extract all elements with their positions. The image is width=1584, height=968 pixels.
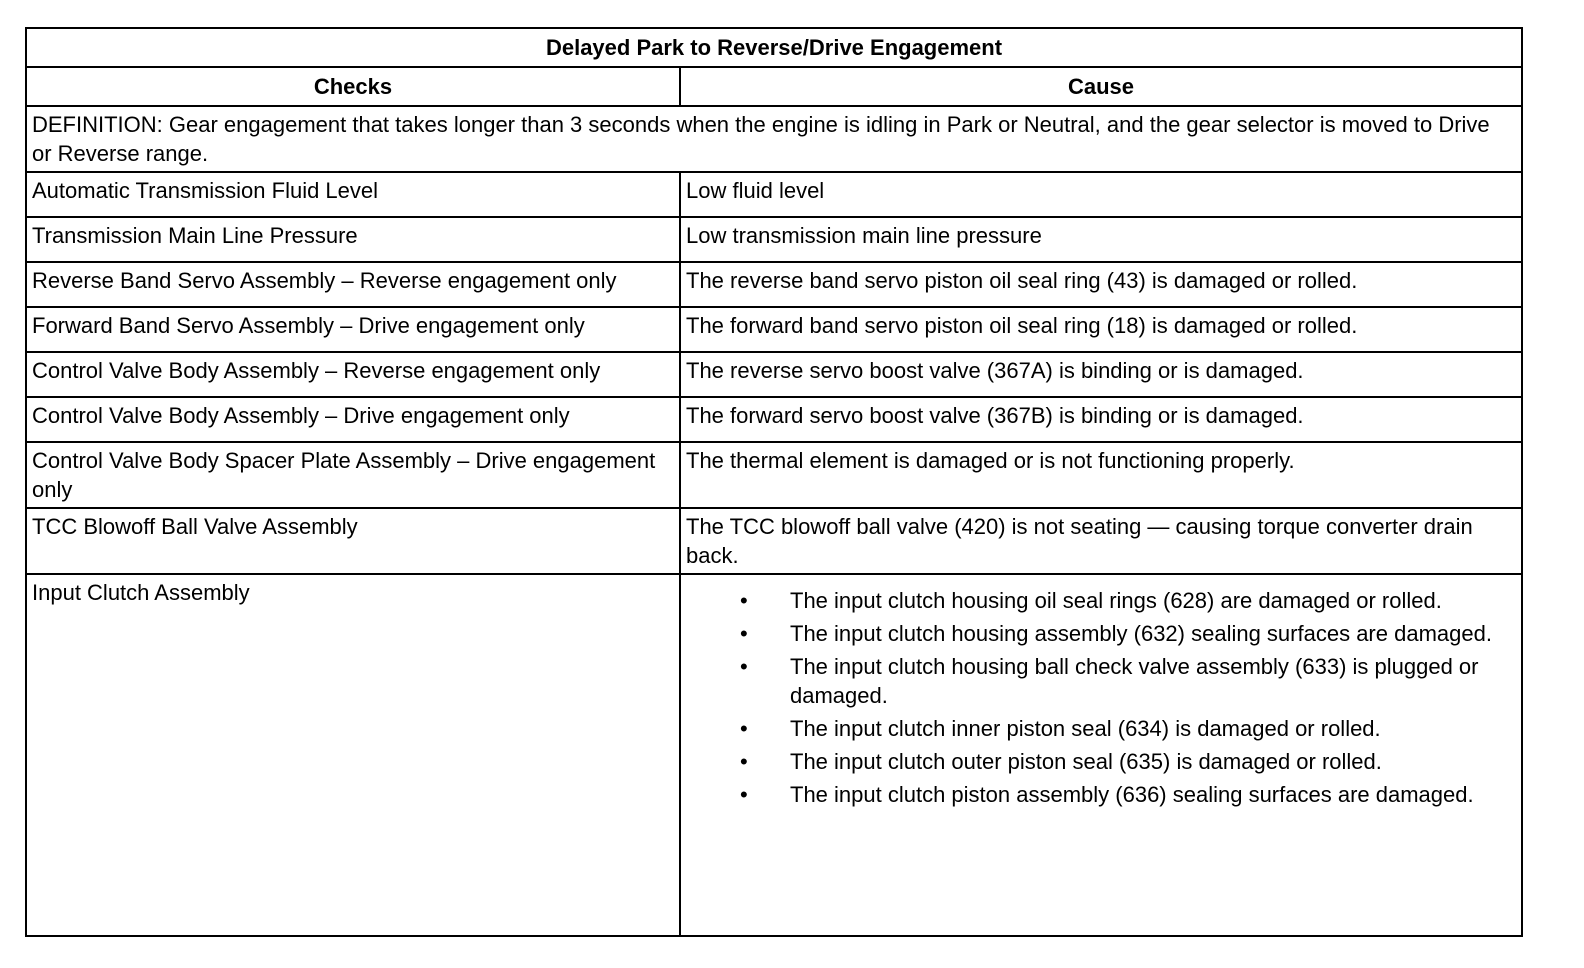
check-cell: Reverse Band Servo Assembly – Reverse engagement only — [26, 262, 680, 307]
cause-bullet-list — [686, 586, 1515, 809]
table-row — [26, 217, 1522, 262]
table-row — [26, 508, 1522, 574]
bullet-icon: • — [740, 716, 748, 741]
cause-cell: The forward band servo piston oil seal ring (18) is damaged or rolled. — [680, 307, 1522, 352]
cause-cell: The thermal element is damaged or is not functioning properly. — [680, 442, 1522, 508]
table-row — [26, 262, 1522, 307]
table-row — [26, 352, 1522, 397]
bullet-icon: • — [740, 749, 748, 774]
list-item — [740, 652, 1515, 710]
column-header-checks: Checks — [26, 67, 680, 106]
cause-cell: The reverse servo boost valve (367A) is binding or is damaged. — [680, 352, 1522, 397]
cause-cell: Low fluid level — [680, 172, 1522, 217]
check-cell: Transmission Main Line Pressure — [26, 217, 680, 262]
table-row — [26, 307, 1522, 352]
list-item-text: The input clutch inner piston seal (634) is damaged or rolled. — [790, 716, 1381, 741]
definition-row — [26, 106, 1522, 172]
bullet-icon: • — [740, 588, 748, 613]
list-item-text: The input clutch housing assembly (632) sealing surfaces are damaged. — [790, 621, 1492, 646]
table-row — [26, 442, 1522, 508]
cause-cell: The TCC blowoff ball valve (420) is not seating — causing torque converter drain back. — [680, 508, 1522, 574]
check-cell: Control Valve Body Assembly – Reverse engagement only — [26, 352, 680, 397]
bullet-icon: • — [740, 621, 748, 646]
check-cell: Control Valve Body Assembly – Drive engagement only — [26, 397, 680, 442]
table-row — [26, 172, 1522, 217]
list-item — [740, 586, 1515, 615]
title-row — [26, 28, 1522, 67]
table-row-input-clutch — [26, 574, 1522, 936]
table-title: Delayed Park to Reverse/Drive Engagement — [26, 28, 1522, 67]
check-cell: Input Clutch Assembly — [26, 574, 680, 936]
list-item — [740, 714, 1515, 743]
check-cell: Forward Band Servo Assembly – Drive engagement only — [26, 307, 680, 352]
cause-cell: Low transmission main line pressure — [680, 217, 1522, 262]
column-header-cause: Cause — [680, 67, 1522, 106]
list-item-text: The input clutch piston assembly (636) sealing surfaces are damaged. — [790, 782, 1474, 807]
list-item — [740, 747, 1515, 776]
header-row — [26, 67, 1522, 106]
diagnostic-table — [25, 27, 1523, 937]
cause-cell: The reverse band servo piston oil seal ring (43) is damaged or rolled. — [680, 262, 1522, 307]
bullet-icon: • — [740, 654, 748, 679]
cause-cell-list — [680, 574, 1522, 936]
table-row — [26, 397, 1522, 442]
check-cell: TCC Blowoff Ball Valve Assembly — [26, 508, 680, 574]
cause-cell: The forward servo boost valve (367B) is binding or is damaged. — [680, 397, 1522, 442]
list-item-text: The input clutch housing oil seal rings (628) are damaged or rolled. — [790, 588, 1442, 613]
check-cell: Control Valve Body Spacer Plate Assembly – Drive engagement only — [26, 442, 680, 508]
bullet-icon: • — [740, 782, 748, 807]
definition-text: DEFINITION: Gear engagement that takes longer than 3 seconds when the engine is idling in Park or Neutral, and the gear selector is moved to Drive or Reverse range. — [26, 106, 1522, 172]
check-cell: Automatic Transmission Fluid Level — [26, 172, 680, 217]
list-item-text: The input clutch outer piston seal (635) is damaged or rolled. — [790, 749, 1382, 774]
list-item — [740, 780, 1515, 809]
list-item — [740, 619, 1515, 648]
list-item-text: The input clutch housing ball check valve assembly (633) is plugged or damaged. — [790, 654, 1479, 708]
